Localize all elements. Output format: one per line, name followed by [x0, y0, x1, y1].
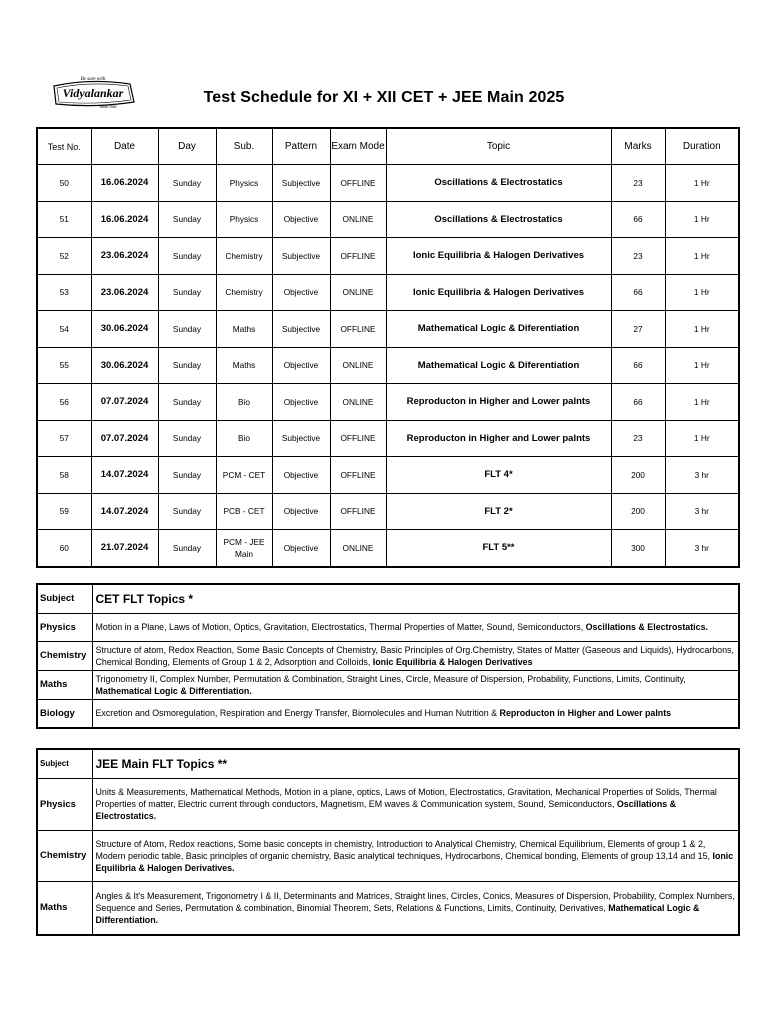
cet-topic-row: [37, 699, 739, 728]
cell-date: 16.06.2024: [91, 165, 158, 202]
cell-test-no: 52: [37, 238, 91, 275]
cell-date: 16.06.2024: [91, 201, 158, 238]
cell-test-no: 57: [37, 420, 91, 457]
jee-title: JEE Main FLT Topics **: [92, 749, 739, 778]
cell-date: 14.07.2024: [91, 457, 158, 494]
jee-header-row: [37, 749, 739, 778]
cell-topic: FLT 5**: [386, 530, 611, 567]
schedule-row: [37, 201, 739, 238]
cell-day: Sunday: [158, 384, 216, 421]
cell-day: Sunday: [158, 347, 216, 384]
schedule-row: [37, 420, 739, 457]
cell-day: Sunday: [158, 274, 216, 311]
logo-tagline: Be sure with: [80, 77, 106, 82]
cell-date: 30.06.2024: [91, 347, 158, 384]
schedule-row: [37, 493, 739, 530]
cell-topic: FLT 2*: [386, 493, 611, 530]
cell-exam-mode: OFFLINE: [330, 311, 386, 348]
topics-highlight: Mathematical Logic & Differentiation.: [95, 902, 700, 925]
topics-highlight: Ionic Equilibria & Halogen Derivatives.: [95, 850, 734, 873]
schedule-table: [36, 127, 740, 568]
cet-topics-table: [36, 583, 740, 729]
cell-subject: PCM - JEE Main: [216, 530, 272, 567]
cell-pattern: Subjective: [272, 238, 330, 275]
cell-marks: 27: [611, 311, 665, 348]
cell-test-no: 54: [37, 311, 91, 348]
topics-text: Motion in a Plane, Laws of Motion, Optics, Gravitation, Electrostatics, Thermal Properties of Matter, Sound, Semiconductors,: [95, 622, 586, 632]
cell-exam-mode: ONLINE: [330, 384, 386, 421]
topics-text: Units & Measurements, Mathematical Methods, Motion in a plane, optics, Laws of Motion, Electrostatics, Gravitation, Mechanical Properties of Solids, Thermal Properties of matter, Electric current through conductors, Magnetism, EM waves & Communication system, Sound, Semiconductors,: [95, 787, 717, 809]
schedule-row: [37, 347, 739, 384]
cell-pattern: Objective: [272, 201, 330, 238]
cell-exam-mode: OFFLINE: [330, 420, 386, 457]
cell-marks: 23: [611, 165, 665, 202]
cell-subject: PCB - CET: [216, 493, 272, 530]
cell-exam-mode: OFFLINE: [330, 493, 386, 530]
cell-marks: 66: [611, 201, 665, 238]
jee-row-topics: [92, 778, 739, 830]
cell-day: Sunday: [158, 238, 216, 275]
cell-duration: 1 Hr: [665, 238, 739, 275]
cell-pattern: Objective: [272, 457, 330, 494]
cell-marks: 300: [611, 530, 665, 567]
jee-topics-table: [36, 748, 740, 936]
jee-row-subject: Maths: [37, 881, 92, 935]
cell-pattern: Objective: [272, 530, 330, 567]
topics-text: Structure of Atom, Redox reactions, Some basic concepts in chemistry, Introduction to Analytical Chemistry, Chemical Equilibrium, Elements of group 1 & 2, Modern periodic table, Basic principles of organic chemistry, Basic analytical techniques, Hydrocarbons, Chemical bonding, Elements of group 13,14 and 15,: [95, 838, 713, 861]
cell-topic: Reproducton in Higher and Lower palnts: [386, 384, 611, 421]
cell-topic: Ionic Equilibria & Halogen Derivatives: [386, 238, 611, 275]
cell-pattern: Objective: [272, 493, 330, 530]
topics-highlight: Ionic Equilibria & Halogen Derivatives: [372, 656, 533, 667]
jee-row-topics: [92, 830, 739, 881]
cell-test-no: 59: [37, 493, 91, 530]
cet-topic-row: [37, 641, 739, 670]
cell-date: 23.06.2024: [91, 274, 158, 311]
cet-title: CET FLT Topics *: [92, 584, 739, 613]
cell-duration: 1 Hr: [665, 347, 739, 384]
cell-subject: Bio: [216, 384, 272, 421]
cell-exam-mode: ONLINE: [330, 201, 386, 238]
topics-text: Excretion and Osmoregulation, Respiration and Energy Transfer, Biomolecules and Human Nutrition &: [95, 708, 500, 719]
cell-pattern: Subjective: [272, 165, 330, 202]
cell-day: Sunday: [158, 201, 216, 238]
cell-marks: 66: [611, 274, 665, 311]
cell-duration: 1 Hr: [665, 311, 739, 348]
cell-topic: Oscillations & Electrostatics: [386, 201, 611, 238]
cell-exam-mode: OFFLINE: [330, 238, 386, 275]
cell-duration: 1 Hr: [665, 420, 739, 457]
cell-date: 21.07.2024: [91, 530, 158, 567]
cell-date: 23.06.2024: [91, 238, 158, 275]
cet-row-topics: [92, 613, 739, 641]
cell-subject: Maths: [216, 347, 272, 384]
cell-subject: Maths: [216, 311, 272, 348]
cell-pattern: Objective: [272, 347, 330, 384]
cell-pattern: Subjective: [272, 420, 330, 457]
header-pattern: Pattern: [272, 128, 330, 165]
topics-highlight: Oscillations & Electrostatics.: [95, 799, 677, 821]
schedule-row: [37, 530, 739, 567]
cell-test-no: 60: [37, 530, 91, 567]
topics-text: Trigonometry II, Complex Number, Permutation & Combination, Straight Lines, Circle, Measure of Dispersion, Probability, Functions, Limits, Continuity,: [95, 673, 686, 684]
cet-row-subject: Biology: [37, 699, 92, 728]
cell-day: Sunday: [158, 311, 216, 348]
jee-row-subject: Physics: [37, 778, 92, 830]
cell-day: Sunday: [158, 457, 216, 494]
cell-subject: Chemistry: [216, 238, 272, 275]
cell-topic: Reproducton in Higher and Lower palnts: [386, 420, 611, 457]
cet-topic-row: [37, 670, 739, 699]
schedule-row: [37, 457, 739, 494]
schedule-row: [37, 311, 739, 348]
schedule-row: [37, 384, 739, 421]
cell-duration: 3 hr: [665, 493, 739, 530]
logo-name: Vidyalankar: [62, 86, 124, 100]
cell-topic: Oscillations & Electrostatics: [386, 165, 611, 202]
cet-row-topics: [92, 670, 739, 699]
cet-header-row: [37, 584, 739, 613]
header-date: Date: [91, 128, 158, 165]
cell-marks: 66: [611, 347, 665, 384]
cell-exam-mode: OFFLINE: [330, 165, 386, 202]
cell-pattern: Objective: [272, 384, 330, 421]
cell-day: Sunday: [158, 493, 216, 530]
cell-duration: 1 Hr: [665, 274, 739, 311]
schedule-header-row: [37, 128, 739, 165]
cell-test-no: 51: [37, 201, 91, 238]
cet-row-topics: [92, 641, 739, 670]
logo-since: Since 1980: [99, 105, 117, 109]
cell-pattern: Objective: [272, 274, 330, 311]
cell-test-no: 56: [37, 384, 91, 421]
cell-exam-mode: ONLINE: [330, 274, 386, 311]
topics-highlight: Reproducton in Higher and Lower palnts: [499, 708, 672, 719]
cell-duration: 3 hr: [665, 530, 739, 567]
cell-topic: Mathematical Logic & Diferentiation: [386, 347, 611, 384]
cet-row-topics: [92, 699, 739, 728]
cell-test-no: 50: [37, 165, 91, 202]
cell-exam-mode: ONLINE: [330, 530, 386, 567]
cell-day: Sunday: [158, 165, 216, 202]
topics-highlight: Oscillations & Electrostatics.: [585, 622, 708, 632]
cell-subject: Physics: [216, 165, 272, 202]
cell-exam-mode: OFFLINE: [330, 457, 386, 494]
cell-subject: Physics: [216, 201, 272, 238]
cell-pattern: Subjective: [272, 311, 330, 348]
header-day: Day: [158, 128, 216, 165]
jee-topic-row: [37, 778, 739, 830]
cet-row-subject: Maths: [37, 670, 92, 699]
schedule-row: [37, 165, 739, 202]
cell-subject: Chemistry: [216, 274, 272, 311]
cell-marks: 23: [611, 420, 665, 457]
cell-topic: FLT 4*: [386, 457, 611, 494]
jee-topic-row: [37, 881, 739, 935]
schedule-row: [37, 274, 739, 311]
cell-day: Sunday: [158, 530, 216, 567]
cell-date: 07.07.2024: [91, 384, 158, 421]
cell-topic: Ionic Equilibria & Halogen Derivatives: [386, 274, 611, 311]
schedule-row: [37, 238, 739, 275]
topics-text: Angles & It's Measurement, Trigonometry I & II, Determinants and Matrices, Straight lines, Circles, Conics, Measures of Dispersion, Probability, Complex Numbers, Sequence and Series, Permutation & combination, Binomial Theorem, Sets, Relations & Functions, Limits, Continuity, Derivatives,: [95, 890, 735, 913]
cet-topic-row: [37, 613, 739, 641]
cell-marks: 200: [611, 457, 665, 494]
jee-topic-row: [37, 830, 739, 881]
cet-subject-header: Subject: [37, 584, 92, 613]
cell-exam-mode: ONLINE: [330, 347, 386, 384]
cell-date: 30.06.2024: [91, 311, 158, 348]
topics-text: Structure of atom, Redox Reaction, Some Basic Concepts of Chemistry, Basic Principles of Org.Chemistry, States of Matter (Gaseous and Liquids), Hydrocarbons, Chemical Bonding, Elements of Group 1 & 2, Adsorption and Colloids,: [95, 644, 734, 667]
cet-row-subject: Physics: [37, 613, 92, 641]
header-test-no: Test No.: [37, 128, 91, 165]
jee-row-subject: Chemistry: [37, 830, 92, 881]
cell-day: Sunday: [158, 420, 216, 457]
header-sub: Sub.: [216, 128, 272, 165]
page-title: Test Schedule for XI + XII CET + JEE Main 2025: [203, 89, 565, 106]
cell-marks: 66: [611, 384, 665, 421]
jee-subject-header: Subject: [37, 749, 92, 778]
cell-test-no: 53: [37, 274, 91, 311]
cell-date: 14.07.2024: [91, 493, 158, 530]
topics-highlight: Mathematical Logic & Differentiation.: [95, 685, 252, 696]
cell-duration: 1 Hr: [665, 384, 739, 421]
cet-row-subject: Chemistry: [37, 641, 92, 670]
cell-subject: PCM - CET: [216, 457, 272, 494]
jee-row-topics: [92, 881, 739, 935]
cell-marks: 200: [611, 493, 665, 530]
header-duration: Duration: [665, 128, 739, 165]
cell-duration: 1 Hr: [665, 165, 739, 202]
cell-duration: 3 hr: [665, 457, 739, 494]
header-marks: Marks: [611, 128, 665, 165]
cell-test-no: 58: [37, 457, 91, 494]
cell-topic: Mathematical Logic & Diferentiation: [386, 311, 611, 348]
cell-test-no: 55: [37, 347, 91, 384]
cell-marks: 23: [611, 238, 665, 275]
cell-subject: Bio: [216, 420, 272, 457]
cell-duration: 1 Hr: [665, 201, 739, 238]
header-exam-mode: Exam Mode: [330, 128, 386, 165]
cell-date: 07.07.2024: [91, 420, 158, 457]
header-topic: Topic: [386, 128, 611, 165]
